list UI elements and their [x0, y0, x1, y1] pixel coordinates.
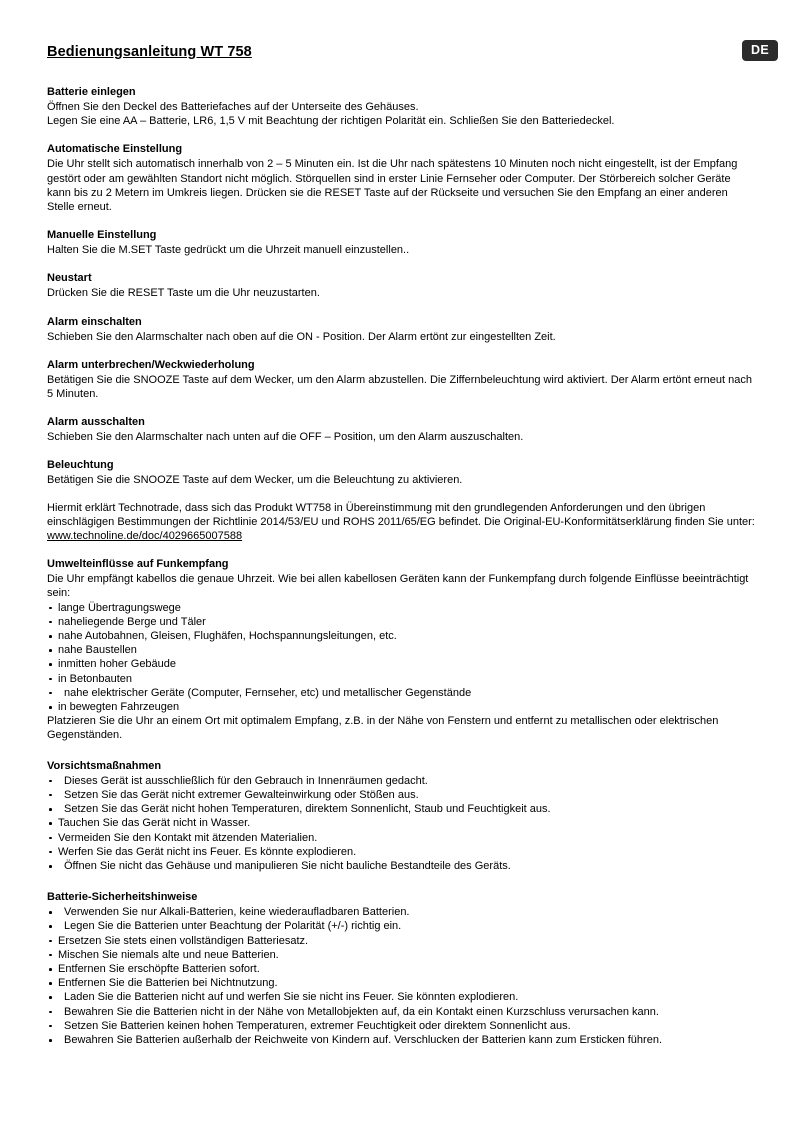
list-item-label: Setzen Sie das Gerät nicht hohen Temperaturen, direktem Sonnenlicht, Staub und Feuchtigkeit aus.: [64, 803, 551, 816]
section-heading: Batterie einlegen: [47, 86, 136, 98]
section-automatische-einstellung: [47, 142, 757, 214]
list-item-label: Mischen Sie niemals alte und neue Batterien.: [58, 948, 279, 961]
section-alarm-einschalten: [47, 315, 757, 344]
list-item-label: Setzen Sie das Gerät nicht extremer Gewalteinwirkung oder Stößen aus.: [64, 788, 419, 801]
list-item: [47, 831, 757, 845]
list-item-label: Werfen Sie das Gerät nicht ins Feuer. Es könnte explodieren.: [58, 845, 357, 858]
section-intro: Die Uhr empfängt kabellos die genaue Uhrzeit. Wie bei allen kabellosen Geräten kann der Funkempfang durch folgende Einflüsse beeinträchtigt sein:: [47, 573, 749, 600]
list-item: [47, 816, 757, 830]
section-paragraph: Schieben Sie den Alarmschalter nach unten auf die OFF – Position, um den Alarm auszuschalten.: [47, 431, 524, 444]
section-paragraph: Drücken Sie die RESET Taste um die Uhr neuzustarten.: [47, 287, 320, 300]
section-beleuchtung: [47, 458, 757, 487]
list-item: [47, 905, 757, 919]
list-item: [47, 976, 757, 990]
list-item: [47, 700, 757, 714]
section-paragraph: Legen Sie eine AA – Batterie, LR6, 1,5 V mit Beachtung der richtigen Polarität ein. Schließen Sie den Batteriedeckel.: [47, 115, 615, 128]
list-item-label: lange Übertragungswege: [58, 601, 181, 614]
list-item-label: in bewegten Fahrzeugen: [58, 701, 180, 714]
section-alarm-unterbrechen: [47, 358, 757, 401]
list-item-label: Vermeiden Sie den Kontakt mit ätzenden Materialien.: [58, 831, 318, 844]
section-heading: Umwelteinflüsse auf Funkempfang: [47, 558, 229, 571]
list-item: [47, 601, 757, 615]
page-title: Bedienungsanleitung WT 758: [47, 44, 252, 60]
list-item: [47, 657, 757, 671]
list-item-label: nahe elektrischer Geräte (Computer, Fernseher, etc) und metallischer Gegenstände: [64, 686, 472, 699]
list-item: [47, 774, 757, 788]
list-item-label: Laden Sie die Batterien nicht auf und werfen Sie sie nicht ins Feuer. Sie könnten explodieren.: [64, 991, 519, 1004]
list-item: [47, 919, 757, 933]
list-item: [47, 629, 757, 643]
list-item: [47, 948, 757, 962]
list-item: [47, 1033, 757, 1047]
list-item-label: Ersetzen Sie stets einen vollständigen Batteriesatz.: [58, 934, 309, 947]
language-badge: DE: [742, 40, 778, 61]
section-paragraph: Betätigen Sie die SNOOZE Taste auf dem Wecker, um den Alarm abzustellen. Die Ziffernbeleuchtung wird aktiviert. Der Alarm ertönt erneut nach 5 Minuten.: [47, 373, 752, 401]
section-paragraph: Die Uhr stellt sich automatisch innerhalb von 2 – 5 Minuten ein. Ist die Uhr nach spätestens 10 Minuten noch nicht eingestellt, ist der Empfang gestört oder am gewählten Standort nicht möglich. Störquellen sind in erster Linie Fernseher oder Computer. Der Störbereich solcher Geräte kann bis zu 2 Metern im Umkreis liegen. Drücken sie die RESET Taste auf der Rückseite und versuchen Sie den Empfang an einer anderen Stelle erneut.: [47, 158, 738, 214]
list-item: [47, 1019, 757, 1033]
list-item-label: Bewahren Sie die Batterien nicht in der Nähe von Metallobjekten auf, da ein Kontakt einen Kurzschluss verursachen kann.: [64, 1005, 659, 1018]
section-vorsichtsmassnahmen: [47, 759, 757, 873]
section-heading: Alarm ausschalten: [47, 416, 145, 429]
list-item: [47, 859, 757, 873]
list-item: [47, 845, 757, 859]
declaration-text: [47, 501, 757, 544]
section-umwelteinfluesse: [47, 557, 757, 742]
list-item-label: naheliegende Berge und Täler: [58, 615, 206, 628]
battery-safety-list: [47, 905, 757, 1047]
list-item-label: nahe Autobahnen, Gleisen, Flughäfen, Hochspannungsleitungen, etc.: [58, 630, 397, 643]
section-paragraph: Öffnen Sie den Deckel des Batteriefaches auf der Unterseite des Gehäuses.: [47, 101, 419, 113]
list-item-label: in Betonbauten: [58, 672, 133, 685]
list-item: [47, 1005, 757, 1019]
list-item-label: Legen Sie die Batterien unter Beachtung der Polarität (+/-) richtig ein.: [64, 920, 402, 933]
list-item-label: Bewahren Sie Batterien außerhalb der Reichweite von Kindern auf. Verschlucken der Batterien kann zum Ersticken führen.: [64, 1033, 662, 1046]
list-item: [47, 990, 757, 1004]
list-item-label: Entfernen Sie erschöpfte Batterien sofort.: [58, 962, 260, 975]
list-item-label: nahe Baustellen: [58, 644, 137, 657]
section-heading: Neustart: [47, 272, 92, 285]
list-item-label: Verwenden Sie nur Alkali-Batterien, keine wiederaufladbaren Batterien.: [64, 906, 410, 919]
section-manuelle-einstellung: [47, 228, 757, 257]
section-heading: Alarm unterbrechen/Weckwiederholung: [47, 358, 255, 371]
section-alarm-ausschalten: [47, 415, 757, 444]
list-item-label: Entfernen Sie die Batterien bei Nichtnutzung.: [58, 977, 278, 990]
list-item: [47, 643, 757, 657]
list-item: [47, 615, 757, 629]
section-outro: Platzieren Sie die Uhr an einem Ort mit optimalem Empfang, z.B. in der Nähe von Fenstern und entfernt zu metallischen oder elektrischen Gegenständen.: [47, 715, 719, 742]
list-item: [47, 802, 757, 816]
section-eu-declaration: [47, 501, 757, 544]
list-item: [47, 672, 757, 686]
declaration-body: Hiermit erklärt Technotrade, dass sich das Produkt WT758 in Übereinstimmung mit den grundlegenden Anforderungen und den übrigen einschlägigen Bestimmungen der Richtlinie 2014/53/EU und ROHS 2011/65/EG befindet. Die Original-EU-Konformitätserklärung finden Sie unter:: [47, 501, 755, 528]
list-item: [47, 788, 757, 802]
section-paragraph: Halten Sie die M.SET Taste gedrückt um die Uhrzeit manuell einzustellen..: [47, 244, 410, 257]
document-content: [47, 43, 757, 1047]
list-item-label: Dieses Gerät ist ausschließlich für den Gebrauch in Innenräumen gedacht.: [64, 774, 428, 787]
section-paragraph: Schieben Sie den Alarmschalter nach oben auf die ON - Position. Der Alarm ertönt zur eingestellten Zeit.: [47, 330, 556, 343]
precautions-list: [47, 774, 757, 873]
section-heading: Batterie-Sicherheitshinweise: [47, 891, 198, 904]
section-heading: Vorsichtsmaßnahmen: [47, 759, 162, 772]
section-heading: Manuelle Einstellung: [47, 229, 157, 242]
interference-list: [47, 601, 757, 715]
section-heading: Alarm einschalten: [47, 315, 142, 328]
section-batterie-einlegen: [47, 85, 757, 128]
list-item: [47, 962, 757, 976]
section-paragraph: Betätigen Sie die SNOOZE Taste auf dem Wecker, um die Beleuchtung zu aktivieren.: [47, 474, 463, 487]
declaration-link[interactable]: www.technoline.de/doc/4029665007588: [47, 530, 243, 543]
list-item: [47, 934, 757, 948]
section-heading: Automatische Einstellung: [47, 143, 183, 156]
list-item: [47, 686, 757, 700]
section-neustart: [47, 271, 757, 300]
list-item-label: Öffnen Sie nicht das Gehäuse und manipulieren Sie nicht bauliche Bestandteile des Geräts.: [64, 859, 511, 872]
list-item-label: inmitten hoher Gebäude: [58, 658, 177, 671]
list-item-label: Tauchen Sie das Gerät nicht in Wasser.: [58, 817, 251, 830]
section-batterie-sicherheitshinweise: [47, 890, 757, 1047]
list-item-label: Setzen Sie Batterien keinen hohen Temperaturen, extremer Feuchtigkeit oder direktem Sonnenlicht aus.: [64, 1019, 571, 1032]
section-heading: Beleuchtung: [47, 459, 114, 472]
